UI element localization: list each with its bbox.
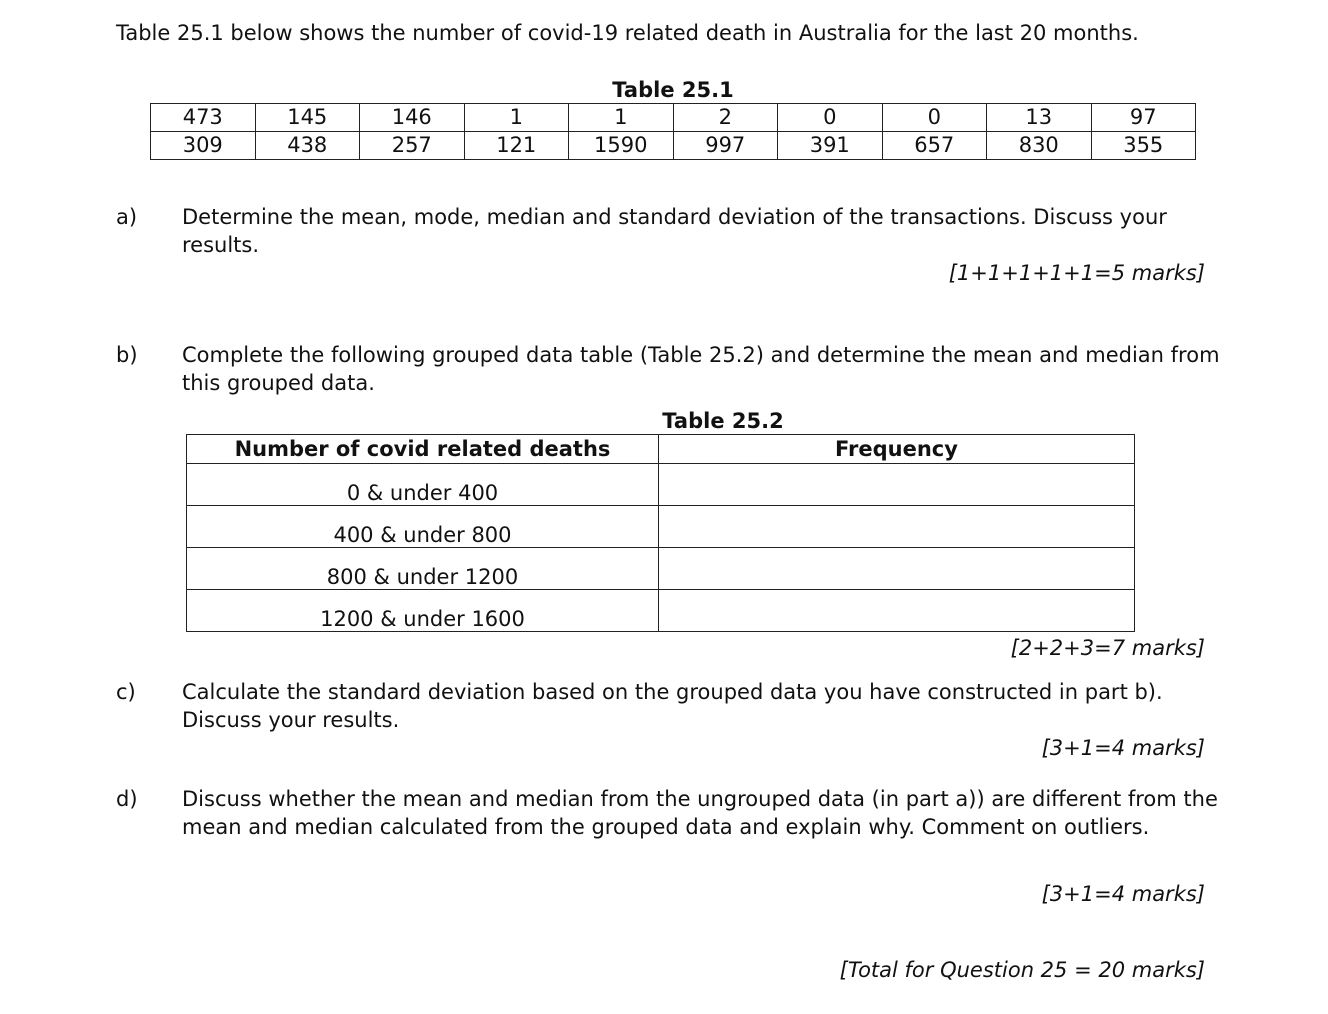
question-d-marks: [3+1=4 marks]: [1041, 882, 1205, 906]
table-cell: 0: [778, 104, 883, 132]
table-cell: 145: [255, 104, 360, 132]
table-cell: 2: [673, 104, 778, 132]
table-cell: 309: [151, 132, 256, 160]
question-d-label: d): [116, 787, 138, 811]
table-row: [187, 506, 1135, 548]
table-row: [151, 104, 1196, 132]
frequency-cell: [659, 506, 1135, 548]
question-b-label: b): [116, 343, 138, 367]
frequency-cell: [659, 464, 1135, 506]
table-25-2-title: Table 25.2: [662, 409, 784, 433]
table-cell: 13: [987, 104, 1092, 132]
question-c-label: c): [116, 680, 136, 704]
intro-paragraph: Table 25.1 below shows the number of covid-19 related death in Australia for the last 20 months.: [116, 21, 1139, 45]
table-25-1: [150, 103, 1196, 160]
table-25-2: [186, 434, 1135, 632]
table-row: [151, 132, 1196, 160]
table-cell: 257: [360, 132, 465, 160]
question-b-text: Complete the following grouped data table (Table 25.2) and determine the mean and median from this grouped data.: [182, 343, 1220, 395]
question-c-marks: [3+1=4 marks]: [1041, 736, 1205, 760]
frequency-cell: [659, 590, 1135, 632]
table-cell: 146: [360, 104, 465, 132]
total-marks: [Total for Question 25 = 20 marks]: [839, 958, 1205, 982]
table-cell: 121: [464, 132, 569, 160]
class-interval: 400 & under 800: [187, 506, 659, 548]
question-a-marks: [1+1+1+1+1=5 marks]: [948, 261, 1205, 285]
question-b-marks: [2+2+3=7 marks]: [1010, 636, 1205, 660]
column-header-frequency: Frequency: [659, 435, 1135, 464]
table-cell: 355: [1091, 132, 1196, 160]
class-interval: 800 & under 1200: [187, 548, 659, 590]
question-c-text: Calculate the standard deviation based on the grouped data you have constructed in part b). Discuss your results.: [182, 680, 1163, 732]
table-cell: 473: [151, 104, 256, 132]
table-cell: 438: [255, 132, 360, 160]
question-a-label: a): [116, 205, 138, 229]
frequency-cell: [659, 548, 1135, 590]
table-cell: 1: [464, 104, 569, 132]
table-cell: 391: [778, 132, 883, 160]
table-cell: 657: [882, 132, 987, 160]
table-cell: 1: [569, 104, 674, 132]
question-a-text: Determine the mean, mode, median and standard deviation of the transactions. Discuss your results.: [182, 205, 1167, 257]
table-cell: 0: [882, 104, 987, 132]
table-25-1-title: Table 25.1: [612, 78, 734, 102]
question-d-text: Discuss whether the mean and median from the ungrouped data (in part a)) are different from the mean and median calculated from the grouped data and explain why. Comment on outliers.: [182, 787, 1218, 839]
class-interval: 0 & under 400: [187, 464, 659, 506]
table-header-row: [187, 435, 1135, 464]
table-cell: 97: [1091, 104, 1196, 132]
table-cell: 830: [987, 132, 1092, 160]
column-header-deaths: Number of covid related deaths: [187, 435, 659, 464]
table-row: [187, 590, 1135, 632]
table-cell: 997: [673, 132, 778, 160]
table-row: [187, 464, 1135, 506]
class-interval: 1200 & under 1600: [187, 590, 659, 632]
table-row: [187, 548, 1135, 590]
table-cell: 1590: [569, 132, 674, 160]
